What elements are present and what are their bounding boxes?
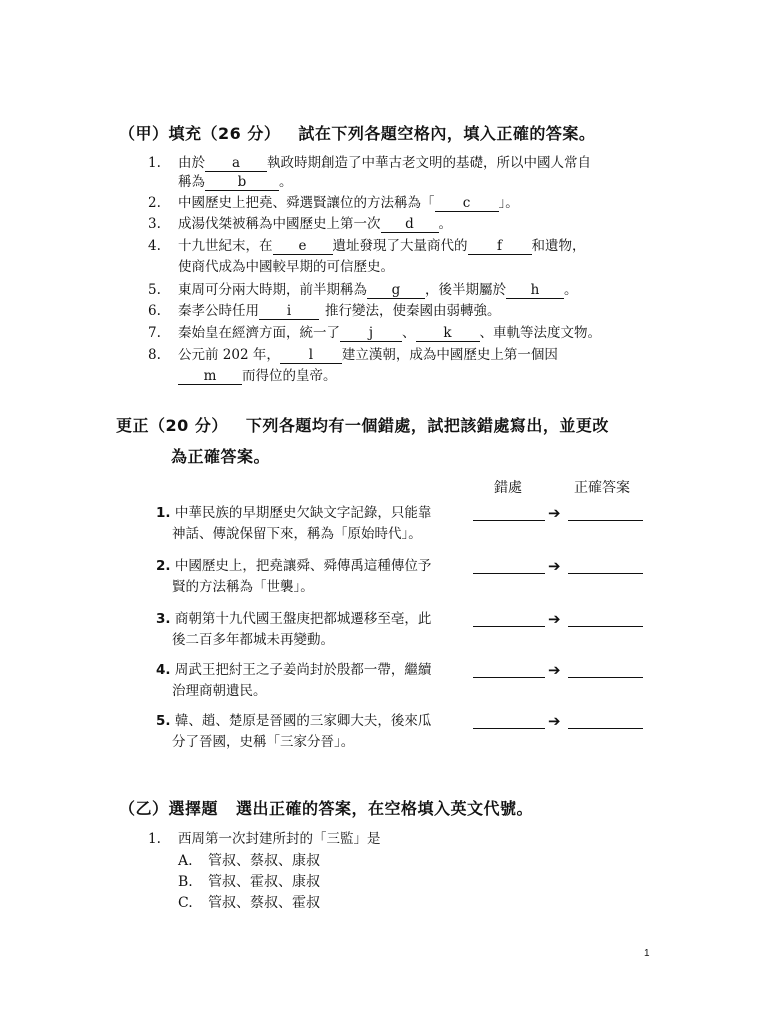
blank-e[interactable]: e	[273, 239, 333, 255]
correct-answer-line[interactable]	[568, 677, 643, 678]
section-a-title	[119, 121, 595, 144]
blank-l[interactable]: l	[280, 348, 342, 364]
blank-c[interactable]: c	[435, 196, 499, 212]
section-b-heading: 選擇題	[168, 799, 219, 818]
correct-answer-line[interactable]	[568, 728, 643, 729]
blank-b[interactable]: b	[205, 175, 279, 191]
blank-k[interactable]: k	[416, 326, 480, 342]
correction-instruction-2: 為正確答案。	[171, 447, 271, 466]
correct-answer-line[interactable]	[568, 626, 643, 627]
wrong-answer-line[interactable]	[473, 520, 545, 521]
blank-f[interactable]: f	[468, 239, 532, 255]
correction-heading: 更正（20 分）	[116, 416, 228, 435]
blank-d[interactable]: d	[381, 217, 439, 233]
correction-item: 2. 中國歷史上，把堯讓舜、舜傳禹這種傳位予 賢的方法稱為「世襲」。	[156, 558, 432, 595]
correction-item: 3. 商朝第十九代國王盤庚把都城遷移至亳，此 後二百多年都城未再變動。	[156, 611, 432, 648]
mc-option-b[interactable]: B. 管叔、霍叔、康叔	[178, 874, 320, 890]
column-header-correct: 正確答案	[574, 480, 630, 496]
blank-m[interactable]: m	[178, 369, 242, 385]
blank-i[interactable]: i	[259, 304, 319, 320]
arrow-right-icon: ➔	[548, 610, 561, 628]
correction-item: 5. 韓、趙、楚原是晉國的三家卿大夫，後來瓜 分了晉國，史稱「三家分晉」。	[156, 713, 432, 750]
blank-a[interactable]: a	[205, 156, 267, 172]
correction-title	[116, 413, 609, 436]
section-a-heading: 填充（26 分）	[168, 124, 281, 143]
correct-answer-line[interactable]	[568, 573, 643, 574]
correction-instruction-1: 下列各題均有一個錯處，試把該錯處寫出，並更改	[245, 416, 609, 435]
arrow-right-icon: ➔	[548, 712, 561, 730]
blank-j[interactable]: j	[340, 326, 402, 342]
section-a-label: （甲）	[119, 124, 169, 143]
arrow-right-icon: ➔	[548, 557, 561, 575]
section-b-label: （乙）	[119, 799, 169, 818]
column-header-wrong: 錯處	[494, 480, 522, 496]
page-number: 1	[644, 948, 650, 959]
wrong-answer-line[interactable]	[473, 573, 545, 574]
worksheet-page: （甲）填充（26 分） 試在下列各題空格內，填入正確的答案。 1. 由於 a 執政時期創造了中華古老文明的基礎，所以中國人常自 稱為 b 。 2. 中國歷史上把堯、舜選賢讓位的方法稱為「 c 」。 3. 成湯伐桀被稱為中國歷史上第一次 d 。 4. 十九世紀末，在 e 遺址發現了大量商代的 f 和遺物， 使商代成為中國較早期的可信歷史。 5. 東周可分兩大時期，前半期稱為 g ，後半期屬於 h 。 6. 秦孝公時任用 i 推行變法，使秦國由弱轉強。 7. 秦始皇在經濟方面，統一了 j 、 k 、車軌等法度文物。 8. 公元前 202 年， l 建立漢朝，成為中國歷史上第一個因 m 而得位的皇帝。 更正（20 分） 下列各題均有一個錯處，試把該錯處寫出，並更改 為正確答案。 錯處 正確答案 1. 中華民族的早期歷史欠缺文字記錄，只能靠 神話、傳說保留下來，稱為「原始時代」。 ➔ 2. 中國歷史上，把堯讓舜、舜傳禹這種傳位予 賢的方法稱為「世襲」。 ➔ 3. 商朝第十九代國王盤庚把都城遷移至亳，此 後二百多年都城未再變動。 ➔ 4. 周武王把紂王之子姜尚封於殷都一帶，繼續 治理商朝遺民。 ➔ 5. 韓、趙、楚原是晉國的三家卿大夫，後來瓜 分了晉國，史稱「三家分晉」。 ➔ （乙）選擇題 選出正確的答案，在空格填入英文代號。 1. 西周第一次封建所封的「三監」是 A. 管叔、蔡叔、康叔 B. 管叔、霍叔、康叔 C. 管叔、蔡叔、霍叔 1	[0, 0, 768, 1024]
blank-g[interactable]: g	[367, 283, 425, 299]
blank-h[interactable]: h	[506, 283, 564, 299]
arrow-right-icon: ➔	[548, 661, 561, 679]
section-b-instruction: 選出正確的答案，在空格填入英文代號。	[236, 799, 534, 818]
section-a-instruction: 試在下列各題空格內，填入正確的答案。	[298, 124, 596, 143]
mc-option-c[interactable]: C. 管叔、蔡叔、霍叔	[178, 895, 320, 911]
section-b-title	[119, 796, 533, 819]
wrong-answer-line[interactable]	[473, 677, 545, 678]
correct-answer-line[interactable]	[568, 520, 643, 521]
wrong-answer-line[interactable]	[473, 728, 545, 729]
wrong-answer-line[interactable]	[473, 626, 545, 627]
correction-item: 4. 周武王把紂王之子姜尚封於殷都一帶，繼續 治理商朝遺民。	[156, 662, 432, 699]
arrow-right-icon: ➔	[548, 504, 561, 522]
mc-option-a[interactable]: A. 管叔、蔡叔、康叔	[178, 853, 320, 869]
correction-item: 1. 中華民族的早期歷史欠缺文字記錄，只能靠 神話、傳說保留下來，稱為「原始時代」。	[156, 505, 432, 542]
